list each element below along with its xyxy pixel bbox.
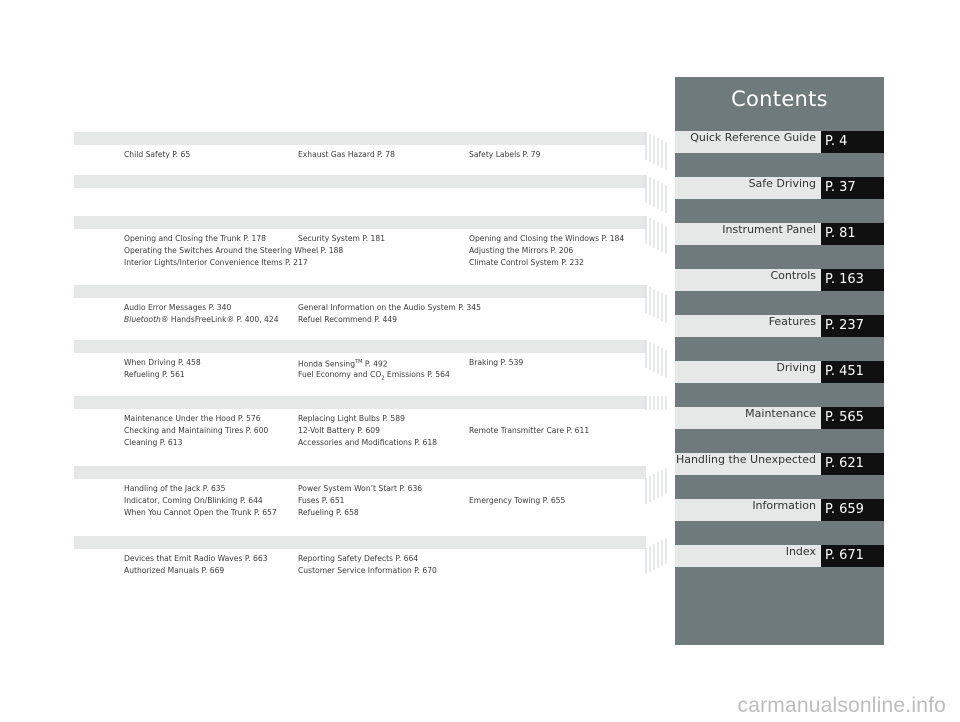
entry-text: Safety Labels P. 79 [469, 150, 541, 159]
chapter-page-number: P. 4 [821, 131, 884, 153]
entry-text: Security System P. 181 [298, 234, 386, 243]
entry-text: Braking P. 539 [469, 358, 524, 367]
contents-entry-link[interactable] [124, 246, 343, 255]
chapter-label: Driving [675, 361, 821, 383]
entry-text: Refueling P. 561 [124, 370, 185, 379]
section-stripe-decoration [644, 214, 670, 258]
contents-entry-link[interactable] [298, 554, 418, 563]
section-stripe-decoration [644, 130, 670, 174]
contents-entry-link[interactable] [469, 234, 624, 243]
chapter-label: Quick Reference Guide [675, 131, 821, 153]
section-header-band[interactable] [74, 396, 646, 409]
entry-text: Refuel Recommend P. 449 [298, 315, 397, 324]
contents-entry-link[interactable] [469, 246, 573, 255]
entry-text: Opening and Closing the Trunk P. 178 [124, 234, 266, 243]
entry-text: Checking and Maintaining Tires P. 600 [124, 426, 269, 435]
entry-text: Fuel Economy and CO [298, 370, 382, 379]
section-header-band[interactable] [74, 216, 646, 229]
chapter-label: Information [675, 499, 821, 521]
chapter-label: Features [675, 315, 821, 337]
sidebar-chapter-link[interactable] [675, 315, 884, 337]
trademark-mark: TM [355, 359, 363, 365]
chapter-page-number: P. 451 [821, 361, 884, 383]
section-stripe-decoration [644, 338, 670, 382]
chapter-page-number: P. 163 [821, 269, 884, 291]
contents-entry-link[interactable] [298, 426, 380, 435]
chapter-page-number: P. 621 [821, 453, 884, 475]
chapter-page-number: P. 565 [821, 407, 884, 429]
subscript-text: 2 [381, 375, 385, 382]
entry-text: Handling of the Jack P. 635 [124, 484, 226, 493]
entry-text: 12-Volt Battery P. 609 [298, 426, 380, 435]
entry-text: Exhaust Gas Hazard P. 78 [298, 150, 395, 159]
entry-text: Reporting Safety Defects P. 664 [298, 554, 419, 563]
contents-entry-link[interactable] [298, 496, 344, 505]
chapter-label: Safe Driving [675, 177, 821, 199]
watermark-text: carmanualsonline.info [737, 694, 946, 717]
section-header-band[interactable] [74, 285, 646, 298]
sidebar-chapter-link[interactable] [675, 453, 884, 475]
chapter-page-number: P. 671 [821, 545, 884, 567]
contents-entry-link[interactable] [124, 303, 231, 312]
entry-text: Remote Transmitter Care P. 611 [469, 426, 590, 435]
entry-text: Refueling P. 658 [298, 508, 359, 517]
contents-entry-link[interactable] [469, 496, 565, 505]
section-header-band[interactable] [74, 466, 646, 479]
chapter-label: Controls [675, 269, 821, 291]
section-header-band[interactable] [74, 536, 646, 549]
contents-entry-link[interactable] [124, 496, 263, 505]
entry-text: Operating the Switches Around the Steering Wheel P. 188 [124, 246, 344, 255]
contents-entry-link[interactable] [298, 414, 405, 423]
contents-entry-link[interactable] [124, 554, 268, 563]
sidebar-chapter-link[interactable] [675, 499, 884, 521]
section-header-band[interactable] [74, 132, 646, 145]
contents-entry-link[interactable] [298, 370, 450, 384]
contents-entry-link[interactable] [124, 566, 224, 575]
entry-text: Customer Service Information P. 670 [298, 566, 437, 575]
contents-entry-link[interactable] [124, 358, 201, 367]
contents-entry-link[interactable] [124, 370, 185, 379]
contents-entry-link[interactable] [124, 438, 182, 447]
chapter-label: Index [675, 545, 821, 567]
sidebar-chapter-link[interactable] [675, 223, 884, 245]
contents-entry-link[interactable] [124, 484, 225, 493]
entry-text: ® HandsFreeLink® P. 400, 424 [160, 315, 279, 324]
entry-text: When You Cannot Open the Trunk P. 657 [124, 508, 277, 517]
sidebar-chapter-link[interactable] [675, 269, 884, 291]
contents-entry-link[interactable] [298, 438, 437, 447]
entry-text: General Information on the Audio System P. 345 [298, 303, 481, 312]
entry-text: Power System Won’t Start P. 636 [298, 484, 423, 493]
section-stripe-decoration [644, 464, 670, 508]
contents-entry-link[interactable] [124, 150, 190, 159]
entry-text: Emergency Towing P. 655 [469, 496, 566, 505]
contents-entry-link[interactable] [124, 258, 308, 267]
sidebar-chapter-link[interactable] [675, 407, 884, 429]
entry-text: Adjusting the Mirrors P. 206 [469, 246, 574, 255]
entry-text: Climate Control System P. 232 [469, 258, 584, 267]
entry-text: Audio Error Messages P. 340 [124, 303, 232, 312]
entry-text: Authorized Manuals P. 669 [124, 566, 225, 575]
contents-entry-link[interactable] [298, 234, 385, 243]
entry-text: When Driving P. 458 [124, 358, 201, 367]
section-stripe-decoration [644, 173, 670, 217]
chapter-page-number: P. 37 [821, 177, 884, 199]
section-stripe-decoration [644, 534, 670, 578]
entry-text: Cleaning P. 613 [124, 438, 183, 447]
sidebar-chapter-link[interactable] [675, 361, 884, 383]
entry-text-suffix: Emissions P. 564 [384, 370, 450, 379]
contents-entry-link[interactable] [469, 258, 584, 267]
entry-text: Accessories and Modifications P. 618 [298, 438, 437, 447]
sidebar-title: Contents [731, 87, 828, 111]
entry-text: Devices that Emit Radio Waves P. 663 [124, 554, 268, 563]
contents-entry-link[interactable] [298, 566, 437, 575]
contents-entry-link[interactable] [124, 426, 268, 435]
entry-text: Interior Lights/Interior Convenience Items P. 217 [124, 258, 308, 267]
contents-entry-link[interactable] [298, 315, 397, 324]
section-header-band[interactable] [74, 340, 646, 353]
contents-entry-link[interactable] [469, 358, 523, 367]
entry-text: Indicator, Coming On/Blinking P. 644 [124, 496, 263, 505]
entry-text-suffix: P. 492 [362, 359, 388, 369]
contents-entry-link[interactable] [469, 426, 589, 435]
contents-entry-link[interactable] [124, 414, 261, 423]
contents-entry-link[interactable] [124, 508, 277, 517]
contents-entry-link[interactable] [298, 303, 481, 312]
chapter-page-number: P. 237 [821, 315, 884, 337]
contents-sidebar [675, 77, 884, 645]
entry-italic-text: Bluetooth [124, 315, 161, 324]
chapter-page-number: P. 81 [821, 223, 884, 245]
section-stripe-decoration [644, 392, 670, 436]
contents-entry-link[interactable] [298, 150, 395, 159]
section-header-band[interactable] [74, 175, 646, 188]
entry-text: Opening and Closing the Windows P. 184 [469, 234, 625, 243]
entry-text: Maintenance Under the Hood P. 576 [124, 414, 261, 423]
sidebar-chapter-link[interactable] [675, 131, 884, 153]
entry-text: Child Safety P. 65 [124, 150, 191, 159]
contents-entry-link[interactable] [298, 508, 359, 517]
entry-text: Fuses P. 651 [298, 496, 345, 505]
contents-entry-link[interactable] [298, 484, 422, 493]
entry-text: Honda Sensing [298, 359, 356, 369]
contents-entry-link[interactable] [124, 315, 279, 324]
contents-entry-link[interactable] [124, 234, 266, 243]
sidebar-chapter-link[interactable] [675, 545, 884, 567]
entry-text: Replacing Light Bulbs P. 589 [298, 414, 405, 423]
chapter-page-number: P. 659 [821, 499, 884, 521]
chapter-label: Instrument Panel [675, 223, 821, 245]
contents-entry-link[interactable] [469, 150, 540, 159]
sidebar-chapter-link[interactable] [675, 177, 884, 199]
chapter-label: Maintenance [675, 407, 821, 429]
section-stripe-decoration [644, 283, 670, 327]
chapter-label: Handling the Unexpected [675, 453, 821, 475]
contents-entry-link[interactable] [298, 358, 388, 369]
